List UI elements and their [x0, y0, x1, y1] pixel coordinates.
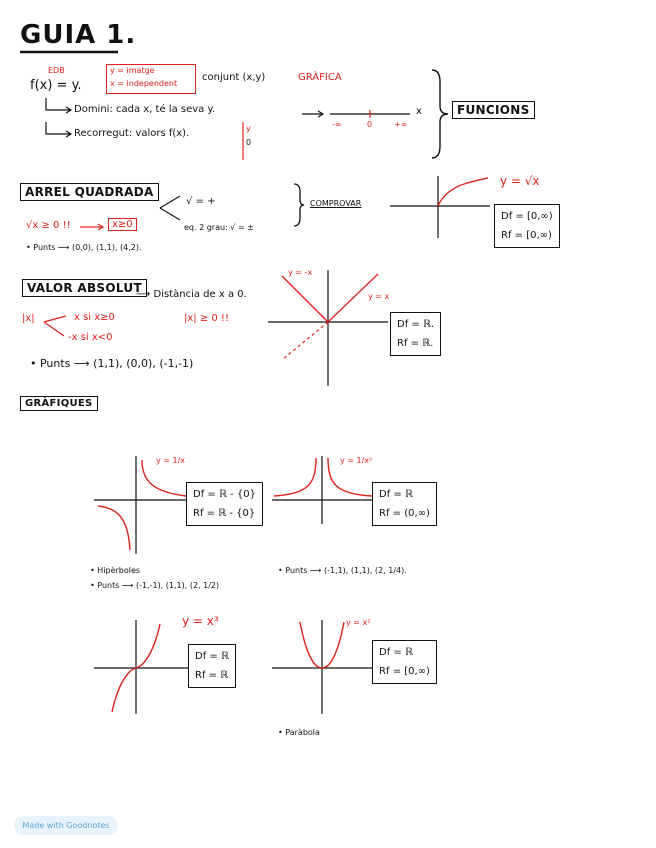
parabola-note: • Paràbola [278, 728, 320, 737]
sqrt-graph [390, 176, 496, 240]
hiperboles-note: • Hipèrboles [90, 566, 141, 575]
valor-description: ⟶ Distància de x a 0. [136, 289, 247, 300]
inverse-square-graph [272, 456, 376, 526]
page-title: GUIA 1. [20, 20, 137, 50]
range-definition: Recorregut: valors f(x). [74, 128, 190, 139]
cubic-domain: Df = ℝ [195, 651, 229, 662]
inverse-graph [94, 456, 190, 556]
numberline-x: x [416, 106, 422, 117]
abs-points: • Punts ⟶ (1,1), (0,0), (-1,-1) [30, 357, 194, 370]
abs-range: Rf = ℝ. [397, 338, 434, 349]
cubic-graph [94, 620, 190, 716]
range-y: y [246, 124, 251, 133]
sqrt-domain: Df = [0,∞) [501, 211, 553, 222]
arrel-condition-arrow [80, 222, 108, 232]
independent-definition: x = independent [110, 79, 178, 88]
inverse-domain-box [186, 482, 263, 526]
numberline-left: -∞ [332, 120, 342, 129]
arrel-condition: √x ≥ 0 !! [26, 220, 71, 231]
abs-domain: Df = ℝ. [397, 319, 435, 330]
arrel-points: • Punts ⟶ (0,0), (1,1), (4,2). [26, 243, 142, 252]
arrel-domain-condition: x≥0 [108, 218, 137, 231]
inverse-domain: Df = ℝ - {0} [193, 489, 256, 500]
arrel-rule-equation: eq. 2 grau: √ = ± [184, 223, 254, 232]
domain-arrow [44, 98, 74, 116]
valor-title: VALOR ABSOLUT [22, 279, 147, 297]
goodnotes-watermark: Made with Goodnotes [14, 816, 118, 835]
abs-right-label: y = x [368, 292, 390, 301]
inverse-square-domain: Df = ℝ [379, 489, 413, 500]
image-definition: y = imatge [110, 66, 155, 75]
numberline-right: +∞ [394, 120, 408, 129]
inverse-range: Rf = ℝ - {0} [193, 508, 256, 519]
quadratic-label: y = x² [346, 618, 371, 627]
arrel-rule-positive: √ = + [186, 196, 216, 207]
number-line [330, 108, 414, 120]
abs-x-label: |x| [22, 313, 35, 324]
quadratic-domain-box [372, 640, 437, 684]
quadratic-graph [272, 620, 376, 716]
abs-case-negative: -x si x<0 [68, 332, 113, 343]
inverse-points: • Punts ⟶ (-1,-1), (1,1), (2, 1/2) [90, 581, 220, 590]
cubic-domain-box [188, 644, 236, 688]
abs-graph [268, 270, 390, 388]
sqrt-domain-box [494, 204, 560, 248]
arrel-title: ARREL QUADRADA [20, 183, 159, 201]
inverse-square-domain-box [372, 482, 437, 526]
pairs-note: conjunt (x,y) [202, 72, 266, 83]
grafica-note: GRÀFICA [298, 72, 342, 83]
funcions-brace [430, 68, 450, 160]
title-underline [20, 50, 120, 54]
comprovar-label: COMPROVAR [310, 199, 362, 208]
above-x-note: EDB [48, 66, 65, 75]
range-zero: 0 [246, 138, 252, 147]
abs-nonnegative: |x| ≥ 0 !! [184, 313, 229, 324]
inverse-square-points: • Punts ⟶ (-1,1), (1,1), (2, 1/4). [278, 566, 407, 575]
grafiques-title: GRÀFIQUES [20, 396, 98, 411]
cubic-label: y = x³ [182, 614, 219, 628]
sqrt-graph-label: y = √x [500, 174, 540, 188]
abs-case-positive: x si x≥0 [74, 312, 115, 323]
comprovar-brace [292, 182, 306, 228]
inverse-square-label: y = 1/x² [340, 456, 373, 465]
inverse-square-range: Rf = (0,∞) [379, 508, 430, 519]
numberline-mid: 0 [367, 120, 373, 129]
funcions-label: FUNCIONS [452, 101, 535, 119]
abs-left-label: y = -x [288, 268, 313, 277]
cubic-range: Rf = ℝ [195, 670, 229, 681]
domain-to-numberline-arrow [302, 110, 326, 118]
inverse-label: y = 1/x [156, 456, 186, 465]
abs-domain-box [390, 312, 441, 356]
range-arrow [44, 122, 74, 140]
quadratic-range: Rf = [0,∞) [379, 666, 430, 677]
quadratic-domain: Df = ℝ [379, 647, 413, 658]
domain-definition: Domini: cada x, té la seva y. [74, 104, 216, 115]
arrel-split-arrow [158, 192, 184, 224]
sqrt-range: Rf = [0,∞) [501, 230, 552, 241]
function-definition: f(x) = y. [30, 78, 82, 93]
